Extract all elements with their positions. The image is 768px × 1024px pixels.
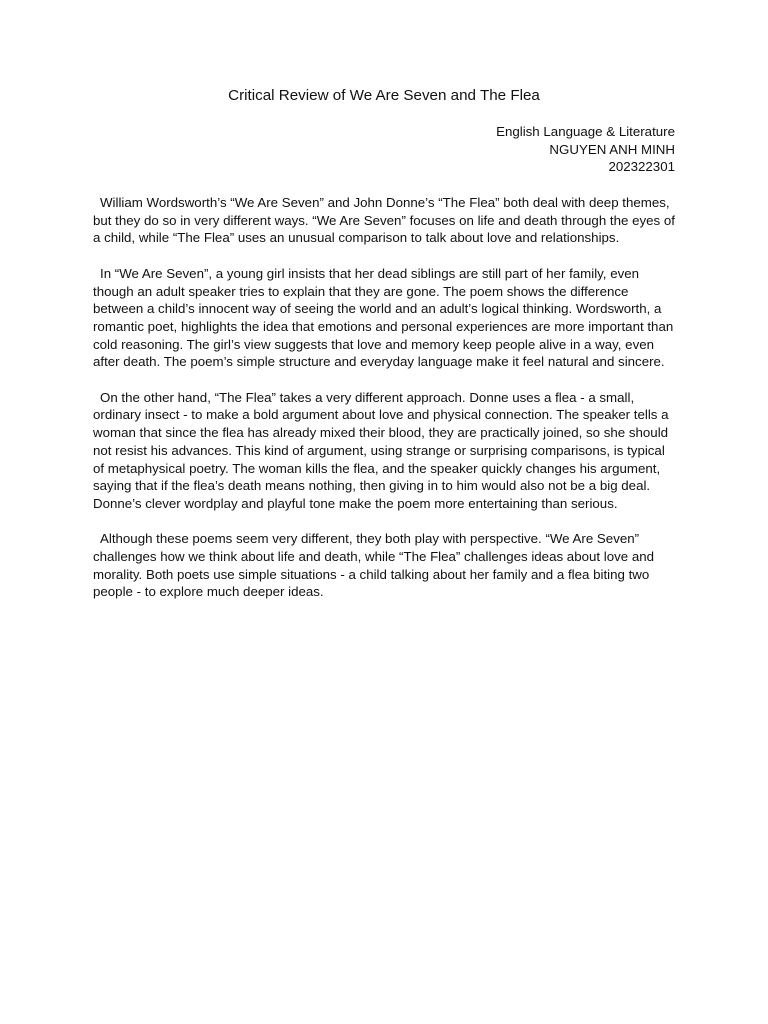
paragraph-the-flea: On the other hand, “The Flea” takes a very different approach. Donne uses a flea - a small, ordinary insect - to make a bold argument about love and physical connection. The speaker tells a woman that since the flea has already mixed their blood, they are practically joined, so she should not resist his advances. This kind of argument, using strange or surprising comparisons, is typical of metaphysical poetry. The woman kills the flea, and the speaker quickly changes his argument, saying that if the flea’s death means nothing, then giving in to him would also not be a big deal. Donne’s clever wordplay and playful tone make the poem more entertaining than serious.: [93, 389, 669, 511]
author-info-block: [496, 123, 675, 176]
author-name: NGUYEN ANH MINH: [549, 141, 675, 157]
paragraph-intro: William Wordsworth’s “We Are Seven” and John Donne’s “The Flea” both deal with deep themes, but they do so in very different ways. “We Are Seven” focuses on life and death through the eyes of a child, while “The Flea” uses an unusual comparison to talk about love and relationships.: [93, 195, 675, 246]
paragraph-we-are-seven: In “We Are Seven”, a young girl insists that her dead siblings are still part of her family, even though an adult speaker tries to explain that they are gone. The poem shows the difference between a child’s innocent way of seeing the world and an adult’s logical thinking. Wordsworth, a romantic poet, highlights the idea that emotions and personal experiences are more important than cold reasoning. The girl’s view suggests that love and memory keep people alive in a way, even after death. The poem’s simple structure and everyday language make it feel natural and sincere.: [93, 265, 674, 370]
course-name: English Language & Literature: [496, 124, 675, 139]
document-body: [93, 194, 677, 619]
document-title: Critical Review of We Are Seven and The Flea: [228, 87, 540, 104]
student-id: 202322301: [608, 159, 675, 175]
paragraph-conclusion: Although these poems seem very different, they both play with perspective. “We Are Seven” challenges how we think about life and death, while “The Flea” challenges ideas about love and morality. Both poets use simple situations - a child talking about her family and a flea biting two people - to explore much deeper ideas.: [93, 531, 655, 600]
